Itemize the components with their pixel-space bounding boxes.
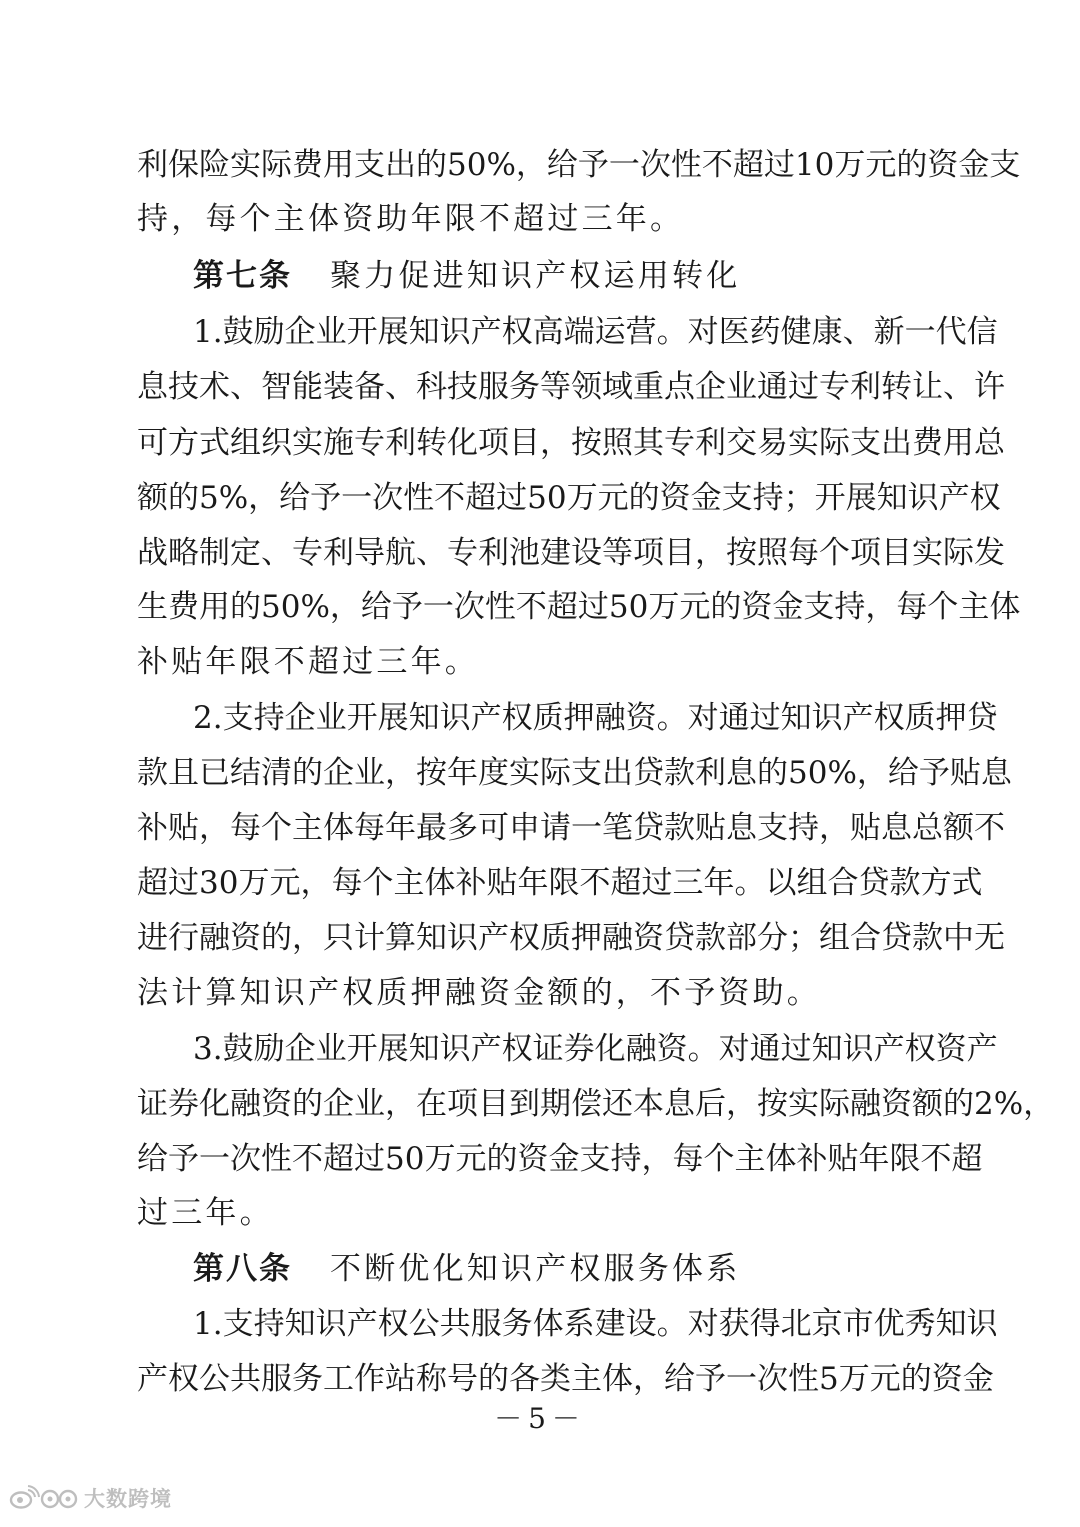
body-line: 款且已结清的企业，按年度实际支出贷款利息的50%，给予贴息 [137,755,1012,791]
watermark-text: 大数跨境 [84,1487,172,1511]
body-line: 1.支持知识产权公共服务体系建设。对获得北京市优秀知识 [193,1306,998,1342]
body-line: 产权公共服务工作站称号的各类主体，给予一次性5万元的资金 [137,1361,994,1397]
article-heading [193,256,740,296]
body-line: 超过30万元，每个主体补贴年限不超过三年。以组合贷款方式 [137,865,983,901]
body-line: 可方式组织实施专利转化项目，按照其专利交易实际支出费用总 [137,425,1005,461]
body-line: 2.支持企业开展知识产权质押融资。对通过知识产权质押贷 [193,700,998,736]
body-line: 证券化融资的企业，在项目到期偿还本息后，按实际融资额的2%， [137,1086,1055,1122]
body-line: 1.鼓励企业开展知识产权高端运营。对医药健康、新一代信 [193,314,998,350]
body-line: 利保险实际费用支出的50%，给予一次性不超过10万元的资金支 [137,147,1021,183]
body-line: 补贴年限不超过三年。 [137,644,479,680]
weibo-logo-icon [8,1485,82,1511]
body-line: 过三年。 [137,1195,274,1231]
body-line: 息技术、智能装备、科技服务等领域重点企业通过专利转让、许 [137,369,1005,405]
article-title: 聚力促进知识产权运用转化 [330,258,741,294]
page-number: －5－ [494,1402,586,1435]
body-line: 生费用的50%，给予一次性不超过50万元的资金支持，每个主体 [137,589,1021,625]
article-number: 第七条 [193,258,292,294]
article-number: 第八条 [193,1251,292,1287]
article-heading [193,1249,740,1289]
article-title: 不断优化知识产权服务体系 [330,1251,741,1287]
body-line: 持，每个主体资助年限不超过三年。 [137,201,685,237]
body-line: 3.鼓励企业开展知识产权证券化融资。对通过知识产权资产 [193,1031,998,1067]
watermark [8,1483,172,1513]
body-line: 法计算知识产权质押融资金额的，不予资助。 [137,975,821,1011]
body-line: 给予一次性不超过50万元的资金支持，每个主体补贴年限不超 [137,1141,983,1177]
body-line: 补贴，每个主体每年最多可申请一笔贷款贴息支持，贴息总额不 [137,810,1005,846]
body-line: 进行融资的，只计算知识产权质押融资贷款部分；组合贷款中无 [137,920,1005,956]
body-line: 战略制定、专利导航、专利池建设等项目，按照每个项目实际发 [137,535,1005,571]
body-line: 额的5%，给予一次性不超过50万元的资金支持；开展知识产权 [137,480,1001,516]
